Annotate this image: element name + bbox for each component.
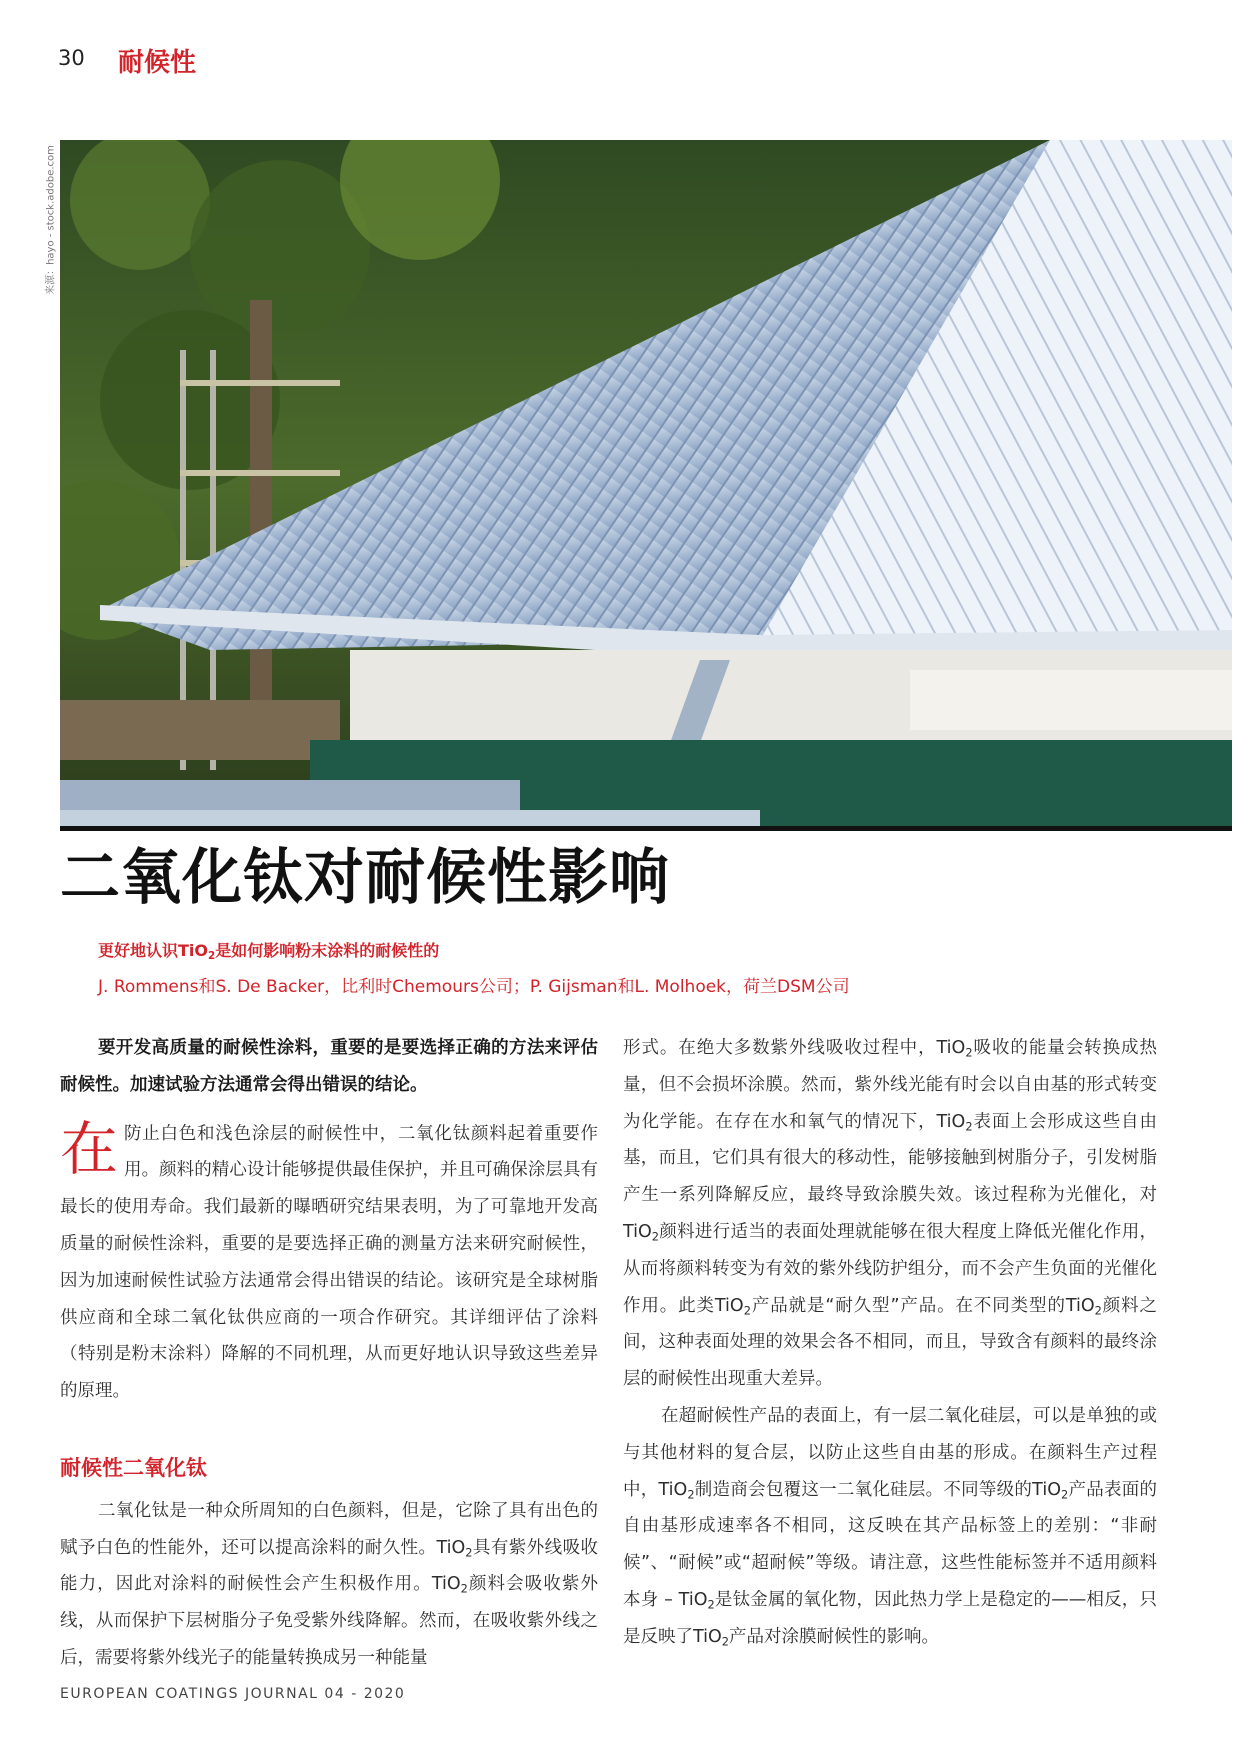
hero-rule: [60, 826, 1232, 831]
body-paragraph-2: 二氧化钛是一种众所周知的白色颜料，但是，它除了具有出色的赋予白色的性能外，还可以提高涂料的耐久性。TiO$_2$具有紫外线吸收能力，因此对涂料的耐候性会产生积极作用。TiO$_2$颜料会吸收紫外线，从而保护下层树脂分子免受紫外线降解。然而，在吸收紫外线之后，需要将紫外线光子的能量转换成另一种能量: [60, 1500, 598, 1668]
photo-credit: 来源：hayo - stock.adobe.com: [45, 145, 57, 295]
drop-cap: 在: [60, 1114, 119, 1183]
hero-image: [60, 140, 1232, 826]
section-subheading: 耐候性二氧化钛: [60, 1455, 207, 1480]
page-number: 30: [58, 46, 85, 70]
section-title: 耐候性: [118, 48, 197, 78]
article-subtitle: 更好地认识TiO$_2$是如何影响粉末涂料的耐候性的: [98, 941, 440, 963]
journal-footer: EUROPEAN COATINGS JOURNAL 04 - 2020: [60, 1686, 406, 1702]
article-authors: J. Rommens和S. De Backer，比利时Chemours公司；P. Gijsman和L. Molhoek，荷兰DSM公司: [98, 977, 850, 997]
right-column: [623, 1030, 1157, 1656]
body-paragraph-1: 在防止白色和浅色涂层的耐候性中，二氧化钛颜料起着重要作用。颜料的精心设计能够提供最佳保护，并且可确保涂层具有最长的使用寿命。我们最新的曝晒研究结果表明，为了可靠地开发高质量的耐候性涂料，重要的是要选择正确的测量方法来研究耐候性，因为加速耐候性试验方法通常会得出错误的结论。该研究是全球树脂供应商和全球二氧化钛供应商的一项合作研究。其详细评估了涂料（特别是粉末涂料）降解的不同机理，从而更好地认识导致这些差异的原理。: [60, 1114, 598, 1402]
intro-paragraph: 要开发高质量的耐候性涂料，重要的是要选择正确的方法来评估耐候性。加速试验方法通常会得出错误的结论。: [60, 1038, 598, 1095]
left-column: [60, 1030, 598, 1677]
article-title: 二氧化钛对耐候性影响: [60, 843, 670, 913]
body-paragraph-4: 在超耐候性产品的表面上，有一层二氧化硅层，可以是单独的或与其他材料的复合层，以防止这些自由基的形成。在颜料生产过程中，TiO$_2$制造商会包覆这一二氧化硅层。不同等级的TiO$_2$产品表面的自由基形成速率各不相同，这反映在其产品标签上的差别：“非耐候”、“耐候”或“超耐候”等级。请注意，这些性能标签并不适用颜料本身 – TiO$_2$是钛金属的氧化物，因此热力学上是稳定的——相反，只是反映了TiO$_2$产品对涂膜耐候性的影响。: [623, 1405, 1158, 1649]
body-paragraph-3: 形式。在绝大多数紫外线吸收过程中，TiO$_2$吸收的能量会转换成热量，但不会损坏涂膜。然而，紫外线光能有时会以自由基的形式转变为化学能。在存在水和氧气的情况下，TiO$_2$表面上会形成这些自由基，而且，它们具有很大的移动性，能够接触到树脂分子，引发树脂产生一系列降解反应，最终导致涂膜失效。该过程称为光催化，对TiO$_2$颜料进行适当的表面处理就能够在很大程度上降低光催化作用，从而将颜料转变为有效的紫外线防护组分，而不会产生负面的光催化作用。此类TiO$_2$产品就是“耐久型”产品。在不同类型的TiO$_2$颜料之间，这种表面处理的效果会各不相同，而且，导致含有颜料的最终涂层的耐候性出现重大差异。: [623, 1038, 1158, 1390]
